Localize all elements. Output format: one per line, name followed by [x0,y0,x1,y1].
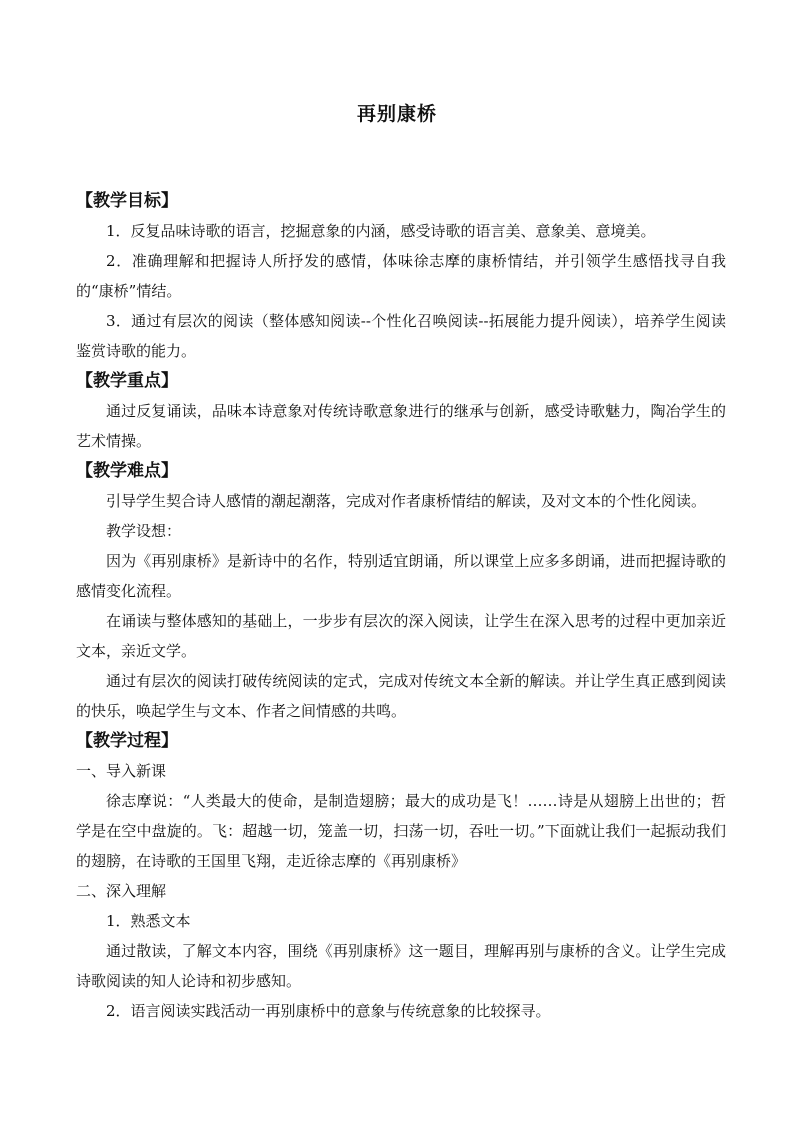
difficulty-paragraph: 引导学生契合诗人感情的潮起潮落，完成对作者康桥情结的解读，及对文本的个性化阅读。 [106,492,707,510]
teaching-idea-paragraph: 通过有层次的阅读打破传统阅读的定式，完成对传统文本全新的解读。并让学生真正感到阅读的快乐，唤起学生与文本、作者之间情感的共鸣。 [76,672,726,720]
objective-item: 2．准确理解和把握诗人所抒发的感情，体味徐志摩的康桥情结，并引领学生感悟找寻自我的“康桥”情结。 [76,252,726,300]
step2-sub2-title: 2．语言阅读实践活动一再别康桥中的意象与传统意象的比较探寻。 [106,1002,551,1020]
step1-title: 一、导入新课 [76,762,167,780]
objective-item: 1．反复品味诗歌的语言，挖掘意象的内涵，感受诗歌的语言美、意象美、意境美。 [106,222,656,240]
document-title: 再别康桥 [356,103,437,125]
process-heading: 【教学过程】 [76,731,178,751]
step2-title: 二、深入理解 [76,882,167,900]
teaching-idea-label: 教学设想： [106,522,182,540]
objective-item: 3．通过有层次的阅读（整体感知阅读--个性化召唤阅读--拓展能力提升阅读），培养学生阅读鉴赏诗歌的能力。 [76,312,726,360]
step2-sub1-title: 1．熟悉文本 [106,912,191,930]
teaching-idea-paragraph: 在诵读与整体感知的基础上，一步步有层次的深入阅读，让学生在深入思考的过程中更加亲近文本，亲近文学。 [76,612,726,660]
step1-text: 徐志摩说：“人类最大的使命，是制造翅膀；最大的成功是飞！……诗是从翅膀上出世的；哲学是在空中盘旋的。飞：超越一切，笼盖一切，扫荡一切，吞吐一切。”下面就让我们一起振动我们的翅膀，在诗歌的王国里飞翔，走近徐志摩的《再别康桥》 [76,792,726,870]
difficulty-heading: 【教学难点】 [76,461,178,481]
objectives-heading: 【教学目标】 [76,191,178,211]
key-points-text: 通过反复诵读，品味本诗意象对传统诗歌意象进行的继承与创新，感受诗歌魅力，陶冶学生的艺术情操。 [76,402,726,450]
step2-sub1-text: 通过散读，了解文本内容，围绕《再别康桥》这一题目，理解再别与康桥的含义。让学生完成诗歌阅读的知人论诗和初步感知。 [76,942,726,990]
key-points-heading: 【教学重点】 [76,371,178,391]
teaching-idea-paragraph: 因为《再别康桥》是新诗中的名作，特别适宜朗诵，所以课堂上应多多朗诵，进而把握诗歌的感情变化流程。 [76,552,726,600]
document-body [76,186,726,1026]
